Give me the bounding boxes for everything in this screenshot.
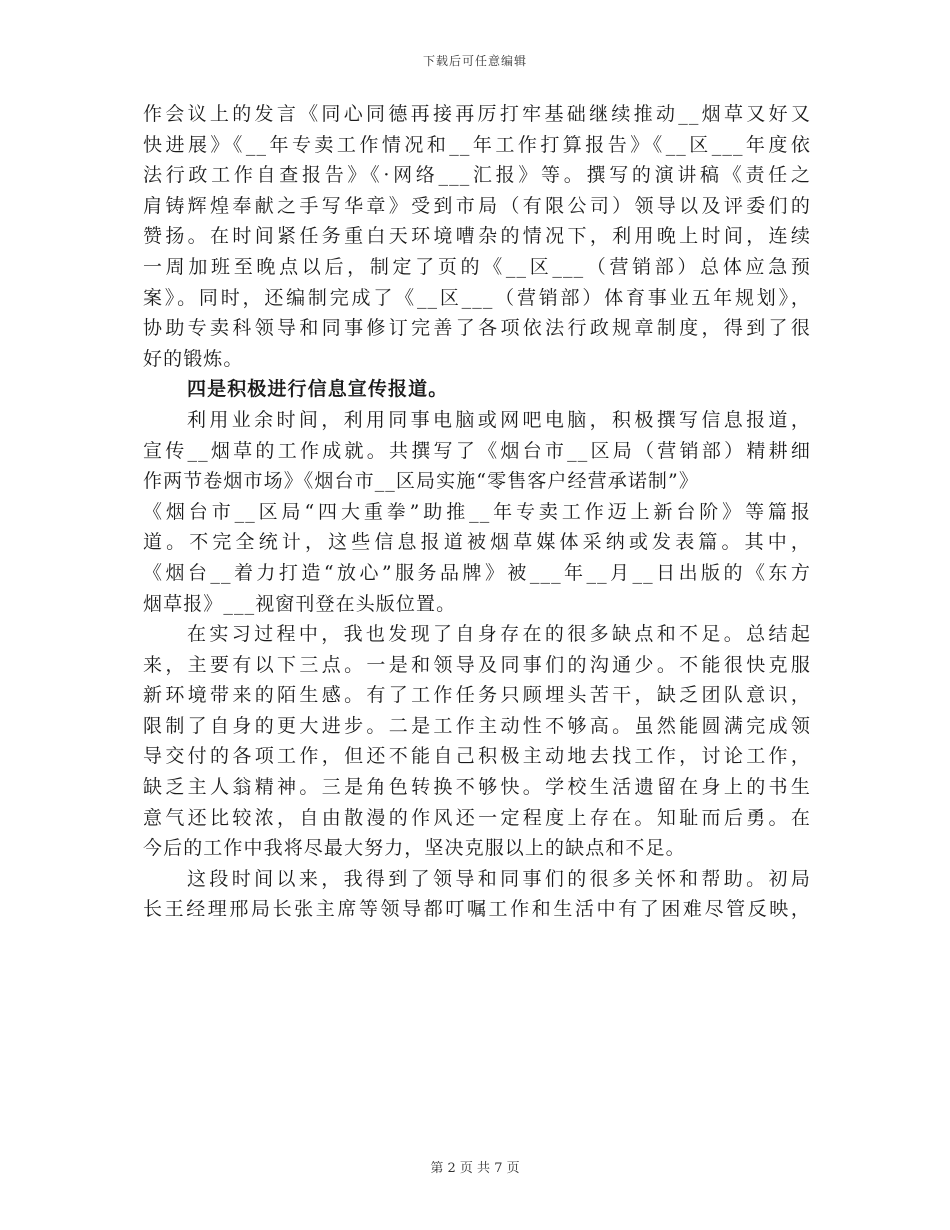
body-line: 案》。同时，还编制完成了《__区___（营销部）体育事业五年规划》，: [143, 286, 811, 309]
body-line: 烟草报》___视窗刊登在头版位置。: [143, 592, 457, 615]
body-line: 利用业余时间，利用同事电脑或网吧电脑，积极撰写信息报道，: [187, 408, 811, 431]
body-line: 长王经理邢局长张主席等领导都叮嘱工作和生活中有了困难尽管反映，: [143, 898, 811, 921]
body-line: 在实习过程中，我也发现了自身存在的很多缺点和不足。总结起: [187, 623, 811, 646]
section-heading: 四是积极进行信息宣传报道。: [187, 378, 449, 401]
body-line: 一周加班至晚点以后，制定了页的《__区___（营销部）总体应急预: [143, 255, 811, 278]
body-line: 协助专卖科领导和同事修订完善了各项依法行政规章制度，得到了很: [143, 317, 811, 340]
body-line: 肩铸辉煌奉献之手写华章》受到市局（有限公司）领导以及评委们的: [143, 194, 811, 217]
body-line: 新环境带来的陌生感。有了工作任务只顾埋头苦干，缺乏团队意识，: [143, 684, 811, 707]
body-line: 作两节卷烟市场》《烟台市__区局实施“零售客户经营承诺制”》: [143, 470, 699, 493]
document-body: [143, 99, 811, 925]
body-line: 缺乏主人翁精神。三是角色转换不够快。学校生活遗留在身上的书生: [143, 776, 811, 799]
body-line: 快进展》《__年专卖工作情况和__年工作打算报告》《__区___年度依: [143, 133, 811, 156]
body-line: 来，主要有以下三点。一是和领导及同事们的沟通少。不能很快克服: [143, 653, 811, 676]
body-line: 宣传__烟草的工作成就。共撰写了《烟台市__区局（营销部）精耕细: [143, 439, 811, 462]
body-line: 今后的工作中我将尽最大努力，坚决克服以上的缺点和不足。: [143, 837, 686, 860]
body-line: 限制了自身的更大进步。二是工作主动性不够高。虽然能圆满完成领: [143, 714, 811, 737]
body-line: 作会议上的发言《同心同德再接再厉打牢基础继续推动__烟草又好又: [143, 103, 811, 125]
page-header: 下载后可任意编辑: [422, 54, 527, 68]
body-line: 这段时间以来，我得到了领导和同事们的很多关怀和帮助。初局: [187, 867, 811, 890]
body-line: 意气还比较浓，自由散漫的作风还一定程度上存在。知耻而后勇。在: [143, 806, 811, 829]
body-line: 赞扬。在时间紧任务重白天环境嘈杂的情况下，利用晚上时间，连续: [143, 225, 811, 248]
body-line: 道。不完全统计，这些信息报道被烟草媒体采纳或发表篇。其中，: [143, 531, 811, 554]
body-line: 好的锻炼。: [143, 347, 244, 370]
body-line: 《烟台市__区局“四大重拳”助推__年专卖工作迈上新台阶》等篇报: [143, 500, 811, 523]
body-line: 《烟台__着力打造“放心”服务品牌》被___年__月__日出版的《东方: [143, 561, 811, 584]
page-footer: 第 2 页 共 7 页: [430, 1161, 520, 1176]
body-line: 法行政工作自查报告》《·网络___汇报》等。撰写的演讲稿《责任之: [143, 164, 811, 187]
body-line: 导交付的各项工作，但还不能自己积极主动地去找工作，讨论工作，: [143, 745, 811, 768]
